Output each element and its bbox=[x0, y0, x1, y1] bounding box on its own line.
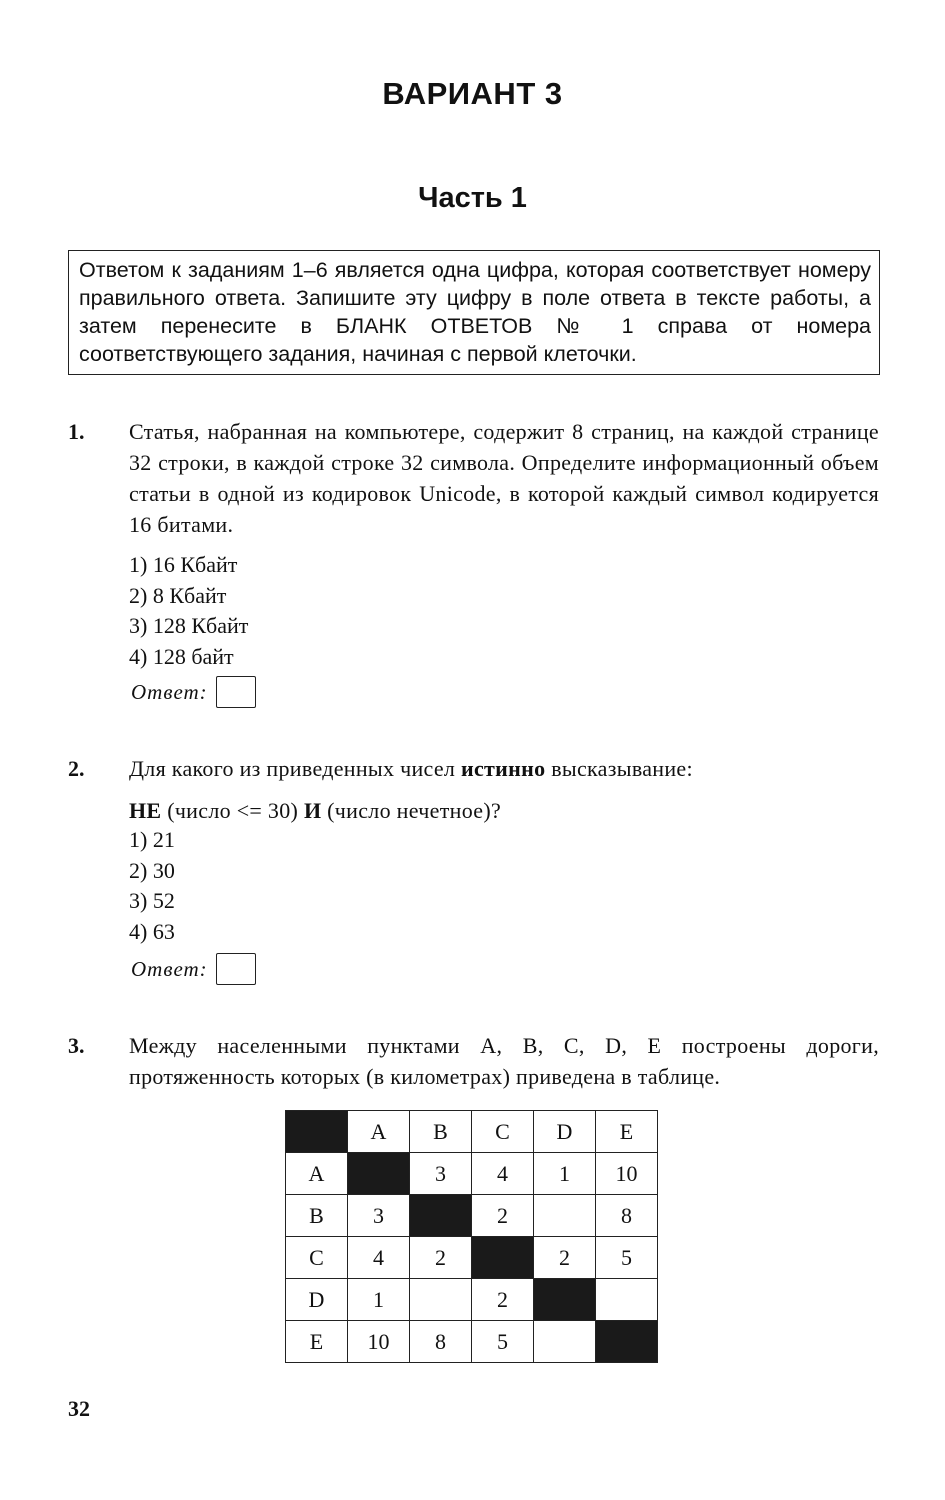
options-list bbox=[129, 825, 175, 947]
question-number: 3. bbox=[68, 1033, 85, 1058]
table-row bbox=[286, 1195, 658, 1237]
table-row bbox=[286, 1153, 658, 1195]
answer-box[interactable] bbox=[216, 676, 256, 708]
answer-label: Ответ: bbox=[131, 679, 208, 704]
table-cell bbox=[410, 1195, 472, 1237]
table-row-label: D bbox=[286, 1279, 348, 1321]
option-1: 1) 21 bbox=[129, 827, 175, 852]
table-header-cell: D bbox=[534, 1111, 596, 1153]
table-row-label: B bbox=[286, 1195, 348, 1237]
table-cell: 1 bbox=[534, 1153, 596, 1195]
table-cell: 8 bbox=[596, 1195, 658, 1237]
answer-label: Ответ: bbox=[131, 956, 208, 981]
table-cell bbox=[596, 1321, 658, 1363]
table-header-cell: E bbox=[596, 1111, 658, 1153]
table-cell: 8 bbox=[410, 1321, 472, 1363]
options-list bbox=[129, 550, 248, 672]
table-header-cell: A bbox=[348, 1111, 410, 1153]
table-row-label: A bbox=[286, 1153, 348, 1195]
answer-row bbox=[131, 676, 256, 708]
option-3: 3) 128 Кбайт bbox=[129, 613, 249, 638]
question-number: 2. bbox=[68, 756, 85, 781]
distance-table bbox=[285, 1110, 658, 1363]
table-cell: 5 bbox=[596, 1237, 658, 1279]
table-cell bbox=[472, 1237, 534, 1279]
logic-and: И bbox=[303, 798, 322, 823]
table-row bbox=[286, 1321, 658, 1363]
table-row bbox=[286, 1279, 658, 1321]
page-number: 32 bbox=[68, 1396, 90, 1421]
option-1: 1) 16 Кбайт bbox=[129, 552, 238, 577]
logic-not: НЕ bbox=[129, 798, 162, 823]
table-cell: 2 bbox=[472, 1279, 534, 1321]
table-row-label: C bbox=[286, 1237, 348, 1279]
question-number: 1. bbox=[68, 419, 85, 444]
table-cell bbox=[534, 1321, 596, 1363]
question-text-bold: истинно bbox=[461, 756, 546, 781]
question-text-before: Для какого из приведенных чисел bbox=[129, 756, 462, 781]
question-text: Статья, набранная на компьютере, содержит 8 страниц, на каждой странице 32 строки, в каждой строке 32 символа. Определите информационный объем статьи в одной из кодировок Unicode, в которой каждый символ кодируется 16 битами. bbox=[129, 419, 879, 537]
table-cell: 4 bbox=[472, 1153, 534, 1195]
table-cell: 2 bbox=[410, 1237, 472, 1279]
table-cell: 1 bbox=[348, 1279, 410, 1321]
option-4: 4) 63 bbox=[129, 918, 175, 944]
table-cell: 2 bbox=[534, 1237, 596, 1279]
table-cell: 4 bbox=[348, 1237, 410, 1279]
part-title: Часть 1 bbox=[418, 182, 527, 214]
question-text: Между населенными пунктами A, B, C, D, E построены дороги, протяженность которых (в километрах) приведена в таблице. bbox=[129, 1033, 879, 1089]
answer-box[interactable] bbox=[216, 953, 256, 985]
table-row-label: E bbox=[286, 1321, 348, 1363]
logic-part-1: (число <= 30) bbox=[161, 798, 304, 823]
option-2: 2) 8 Кбайт bbox=[129, 582, 227, 608]
table-header-cell: C bbox=[472, 1111, 534, 1153]
table-header-row bbox=[286, 1111, 658, 1153]
table-cell: 3 bbox=[410, 1153, 472, 1195]
table-cell: 2 bbox=[472, 1195, 534, 1237]
table-row bbox=[286, 1237, 658, 1279]
table-cell bbox=[534, 1279, 596, 1321]
answer-row bbox=[131, 953, 256, 985]
table-header-cell: B bbox=[410, 1111, 472, 1153]
option-2: 2) 30 bbox=[129, 857, 175, 883]
table-cell bbox=[596, 1279, 658, 1321]
table-cell: 10 bbox=[348, 1321, 410, 1363]
table-cell bbox=[410, 1279, 472, 1321]
instruction-box: Ответом к заданиям 1–6 является одна цифра, которая соответствует номеру правильного ответа. Запишите эту цифру в поле ответа в тексте работы, а затем перенесите в БЛАНК ОТВЕТОВ № 1 справа от номера соответствующего задания, начиная с первой клеточки. bbox=[68, 250, 880, 375]
table-cell: 5 bbox=[472, 1321, 534, 1363]
table-cell bbox=[348, 1153, 410, 1195]
table-corner-cell bbox=[286, 1111, 348, 1153]
option-4: 4) 128 байт bbox=[129, 643, 234, 669]
variant-title: ВАРИАНТ 3 bbox=[382, 76, 563, 111]
logic-part-2: (число нечетное)? bbox=[321, 798, 502, 823]
table-cell: 10 bbox=[596, 1153, 658, 1195]
option-3: 3) 52 bbox=[129, 888, 175, 913]
question-text bbox=[129, 753, 879, 826]
table-cell: 3 bbox=[348, 1195, 410, 1237]
question-text-after: высказывание: bbox=[545, 756, 693, 781]
table-cell bbox=[534, 1195, 596, 1237]
